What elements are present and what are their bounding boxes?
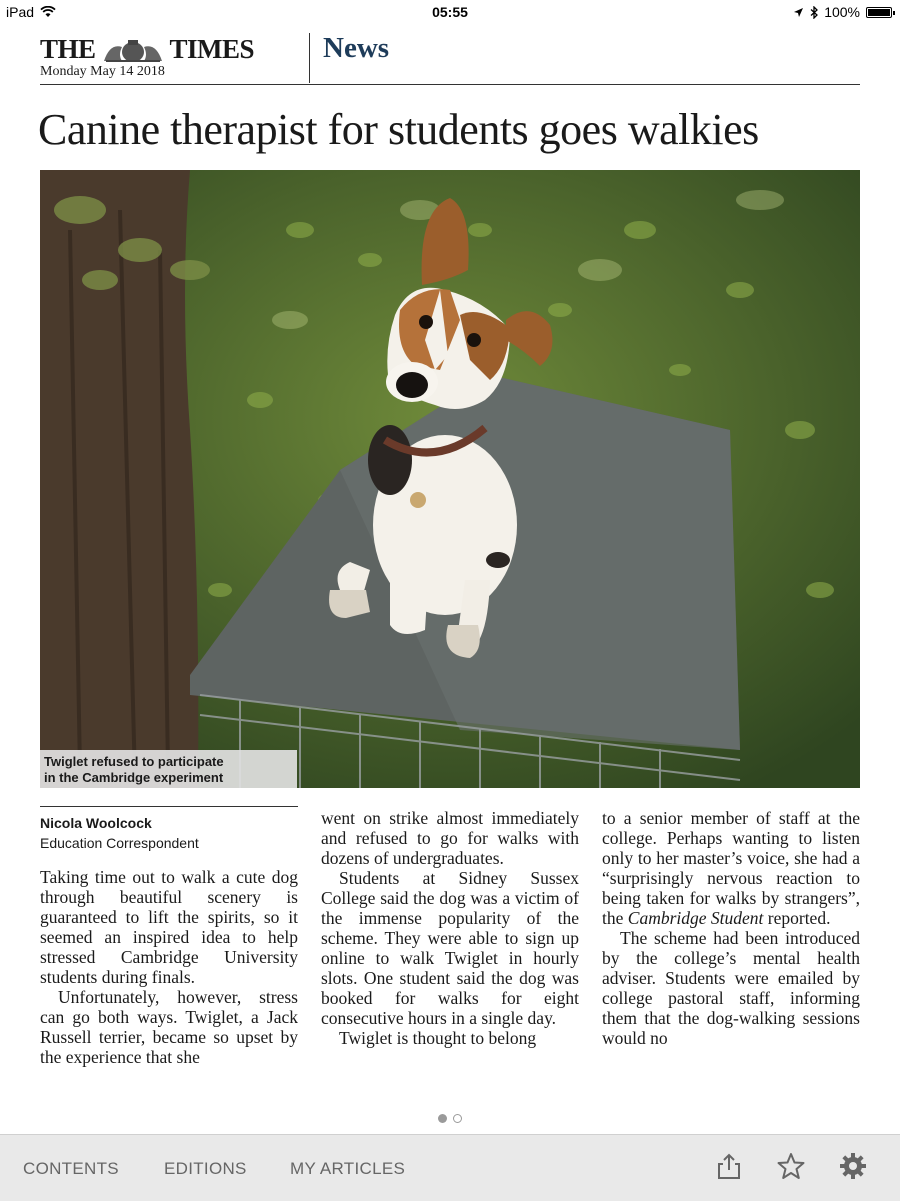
paragraph (602, 808, 860, 928)
author-role: Education Correspondent (40, 835, 199, 851)
paragraph: Students at Sidney Sussex College said the dog was a victim of the immense popularity of the scheme. They were able to sign up online to walk Twiglet in hourly slots. One student said the dog was booked for walks for eight consecutive hours in a single day. (321, 868, 579, 1028)
page-dot-current[interactable] (438, 1114, 447, 1123)
author-name[interactable]: Nicola Woolcock (40, 815, 152, 831)
article-column-3 (602, 808, 860, 1048)
paragraph: The scheme had been introduced by the college’s mental health adviser. Students were emailed by college pastoral staff, informing them that the dog-walking sessions would no (602, 928, 860, 1048)
brand-times: TIMES (169, 34, 255, 64)
masthead (40, 30, 860, 85)
masthead-divider (309, 33, 310, 83)
status-bar (0, 0, 900, 24)
location-icon (793, 7, 804, 18)
nav-editions[interactable]: EDITIONS (164, 1159, 247, 1178)
caption-line-2: in the Cambridge experiment (44, 770, 224, 785)
bluetooth-icon (810, 6, 818, 19)
publication-name: Cambridge Student (627, 908, 764, 928)
nav-contents[interactable]: CONTENTS (23, 1159, 119, 1178)
caption-line-1: Twiglet refused to participate (44, 754, 224, 769)
share-icon[interactable] (714, 1151, 744, 1181)
article-column-1 (40, 806, 298, 1067)
status-time: 05:55 (432, 4, 468, 20)
page-indicator (0, 1114, 900, 1123)
paragraph: Taking time out to walk a cute dog through beautiful scenery is guaranteed to lift the spirits, so it seemed an inspired idea to help stressed Cambridge University students during finals. (40, 867, 298, 987)
paragraph-text: to a senior member of staff at the college. Perhaps wanting to listen only to her master’s voice, she had a “surprisingly nervous reaction to being taken for walks by strangers”, the (602, 808, 860, 928)
page-dot[interactable] (453, 1114, 462, 1123)
section-title: News (323, 32, 390, 64)
battery-icon (866, 7, 892, 18)
brand-logo[interactable] (40, 34, 254, 65)
photo-caption (40, 750, 297, 788)
gear-icon[interactable] (838, 1151, 868, 1181)
paragraph-text: reported. (763, 908, 831, 928)
star-icon[interactable] (776, 1151, 806, 1181)
edition-date: Monday May 14 2018 (40, 64, 165, 79)
article-headline: Canine therapist for students goes walkies (38, 105, 759, 154)
paragraph: Twiglet is thought to belong (339, 1028, 537, 1048)
byline (40, 806, 298, 853)
nav-my-articles[interactable]: MY ARTICLES (290, 1159, 406, 1178)
paragraph: went on strike almost immediately and refused to go for walks with dozens of undergraduates. (321, 808, 579, 868)
dog-photo-illustration (40, 170, 860, 788)
paragraph: Unfortunately, however, stress can go both ways. Twiglet, a Jack Russell terrier, became so upset by the experience that she (40, 987, 298, 1067)
brand-the: THE (40, 34, 96, 64)
article-photo[interactable] (40, 170, 860, 788)
crest-icon (98, 37, 168, 63)
device-label: iPad (6, 4, 35, 20)
article-column-2 (321, 808, 579, 1048)
battery-percent: 100% (824, 4, 860, 20)
bottom-toolbar (0, 1134, 900, 1201)
